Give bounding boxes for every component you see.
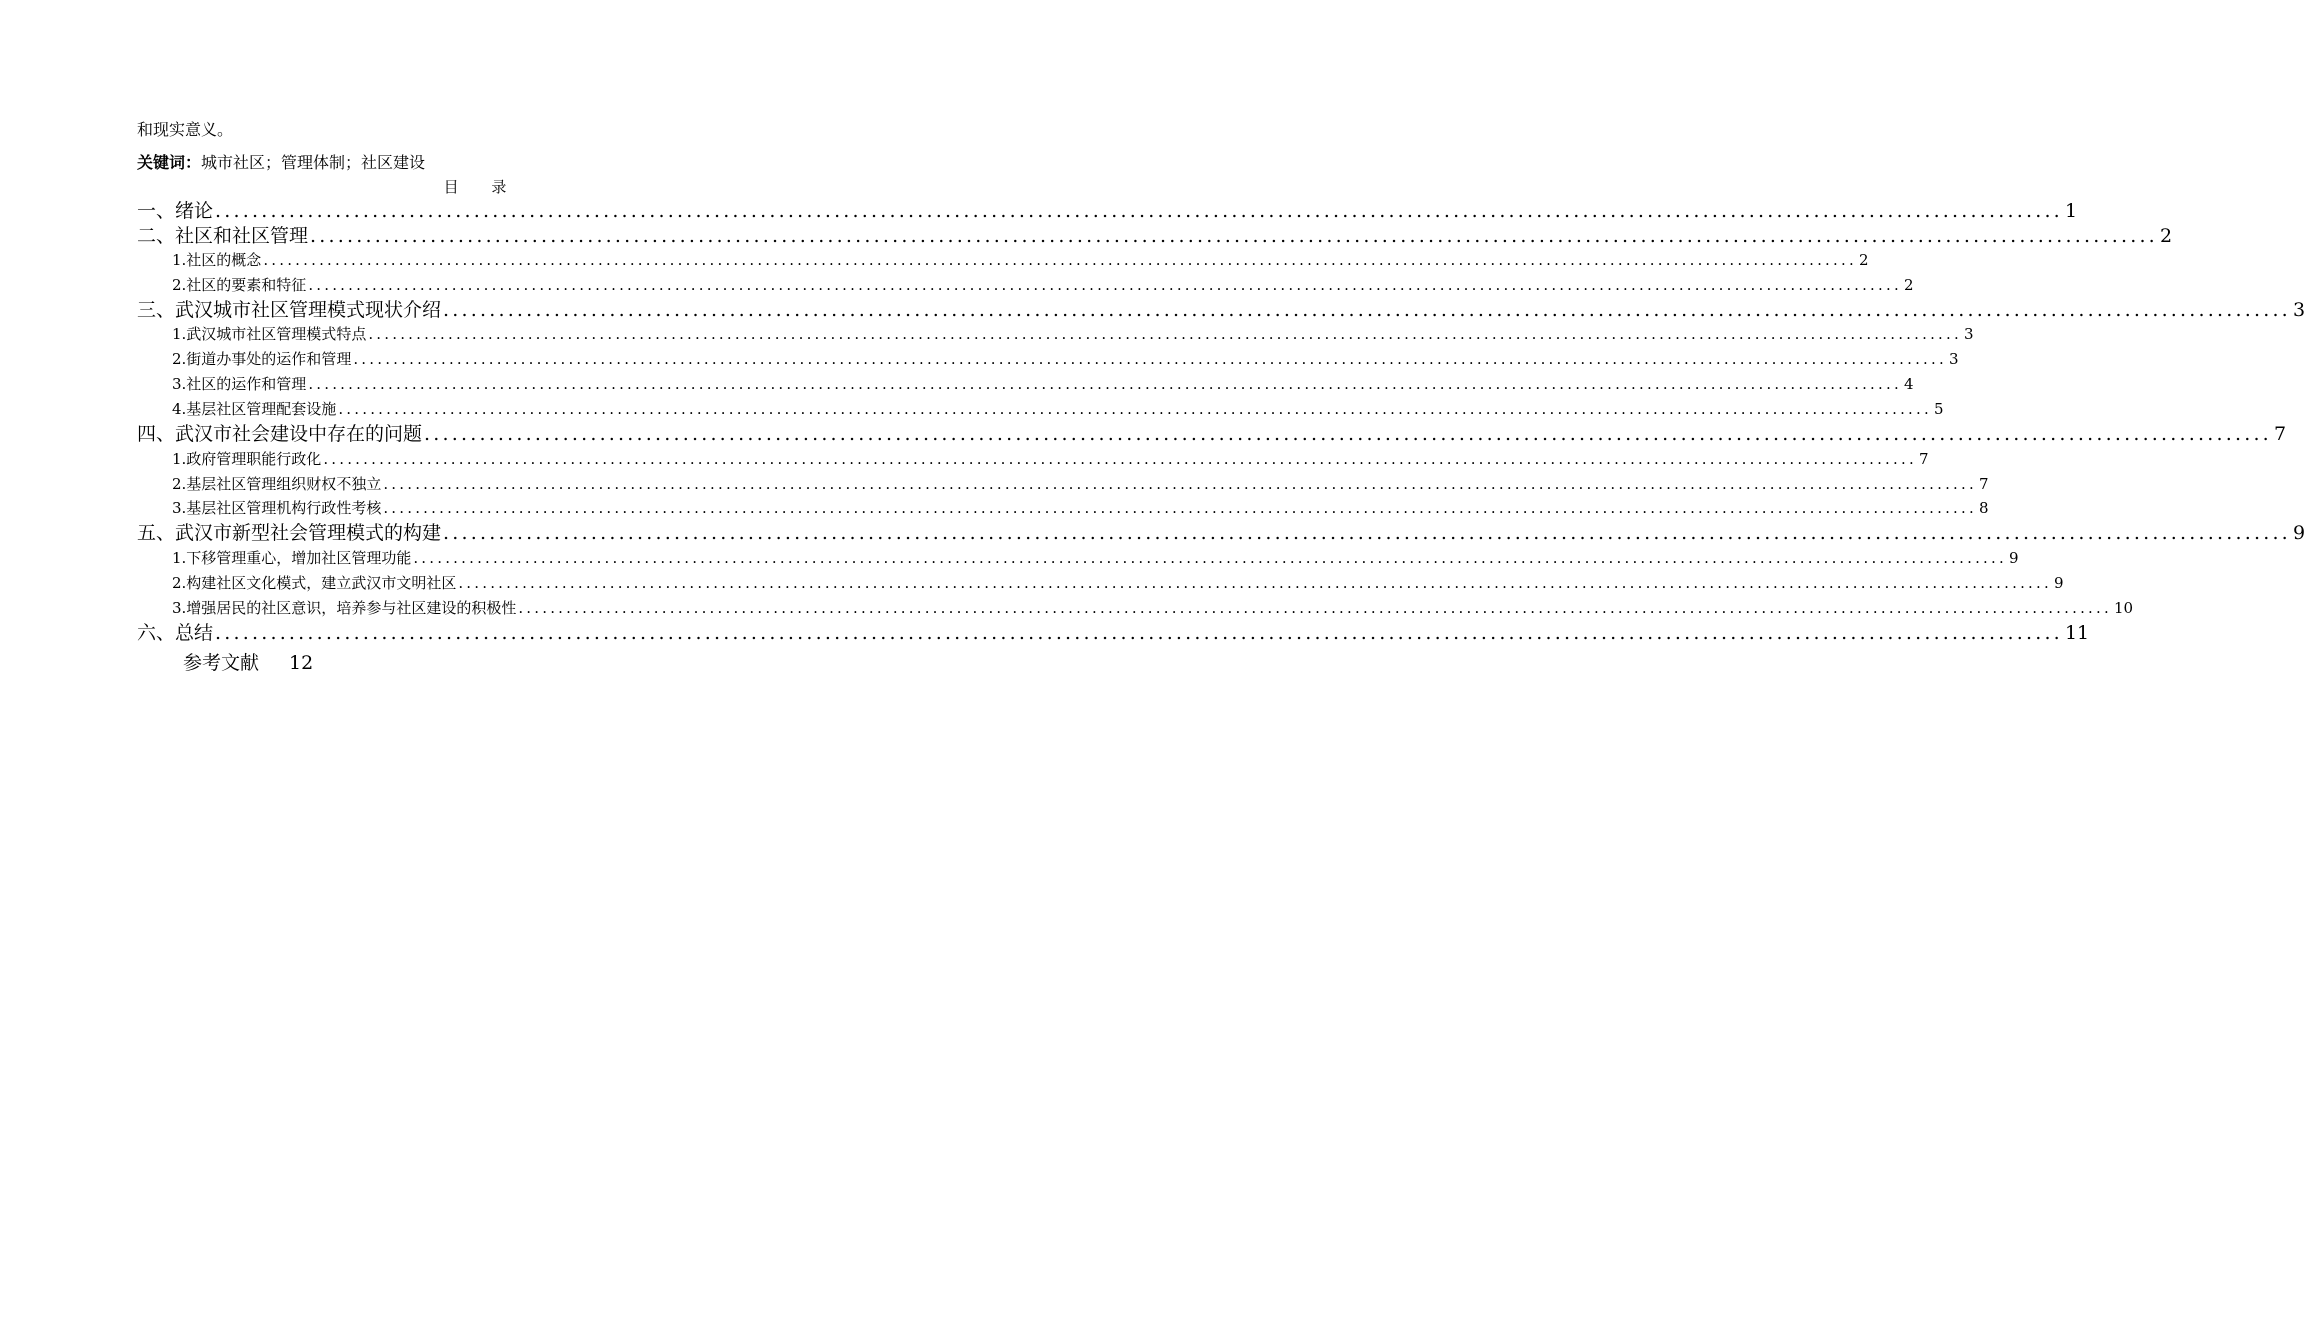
toc-leader-dots: ........................................................................................................................................................................................................: [443, 522, 2291, 544]
toc-entry-title: 三、武汉城市社区管理模式现状介绍: [137, 299, 442, 321]
toc-entry-page: 1: [2064, 200, 2078, 222]
toc-entry-page: 9: [2008, 549, 2019, 567]
toc-entry-page: 9: [2053, 574, 2064, 592]
toc-entry-page: 2: [1903, 276, 1914, 294]
toc-entry[interactable]: [137, 298, 2305, 322]
toc-entry-title: 1.下移管理重心，增加社区管理功能: [172, 549, 412, 567]
toc-entry-page: 3: [1948, 350, 1959, 368]
toc-entry-title: 1.武汉城市社区管理模式特点: [172, 325, 367, 343]
toc-entry-title: 五、武汉市新型社会管理模式的构建: [137, 522, 442, 544]
references-title: 参考文献: [183, 652, 260, 674]
toc-entry[interactable]: [137, 422, 2287, 446]
toc-leader-dots: ........................................................................................................................................................................................................: [443, 299, 2291, 321]
toc-entry-title: 四、武汉市社会建设中存在的问题: [137, 423, 423, 445]
toc-entry-title: 1.社区的概念: [172, 251, 262, 269]
toc-leader-dots: ........................................................................................................................................................................................................: [458, 574, 2052, 592]
toc-entry-title: 2.街道办事处的运作和管理: [172, 350, 352, 368]
keywords-value: 城市社区；管理体制；社区建设: [201, 153, 426, 172]
toc-leader-dots: ........................................................................................................................................................................................................: [215, 622, 2063, 644]
toc-subentry[interactable]: [172, 323, 1974, 345]
toc-leader-dots: ........................................................................................................................................................................................................: [368, 325, 1962, 343]
toc-leader-dots: ........................................................................................................................................................................................................: [383, 475, 1977, 493]
toc-entry[interactable]: [137, 199, 2078, 223]
toc-entry-page: 5: [1933, 400, 1944, 418]
toc-entry-title: 2.构建社区文化模式，建立武汉市文明社区: [172, 574, 457, 592]
toc-subentry[interactable]: [172, 348, 1959, 370]
toc-leader-dots: ........................................................................................................................................................................................................: [308, 276, 1902, 294]
toc-subentry[interactable]: [172, 274, 1914, 296]
toc-entry[interactable]: [137, 224, 2173, 248]
toc-entry-page: 7: [1918, 450, 1929, 468]
toc-entry-title: 二、社区和社区管理: [137, 225, 309, 247]
toc-subentry[interactable]: [172, 497, 1989, 519]
references-page: 12: [289, 652, 314, 674]
toc-entry-title: 2.社区的要素和特征: [172, 276, 307, 294]
toc-leader-dots: ........................................................................................................................................................................................................: [353, 350, 1947, 368]
toc-entry-title: 3.基层社区管理机构行政性考核: [172, 499, 382, 517]
toc-entry[interactable]: [137, 521, 2305, 545]
toc-entry-title: 4.基层社区管理配套设施: [172, 400, 337, 418]
toc-entry-title: 3.增强居民的社区意识，培养参与社区建设的积极性: [172, 599, 517, 617]
toc-entry-page: 10: [2113, 599, 2134, 617]
toc-entry-title: 3.社区的运作和管理: [172, 375, 307, 393]
toc-title: 目 录: [443, 178, 521, 196]
toc-entry-title: 2.基层社区管理组织财权不独立: [172, 475, 382, 493]
toc-subentry[interactable]: [172, 398, 1944, 420]
toc-leader-dots: ........................................................................................................................................................................................................: [323, 450, 1917, 468]
toc-leader-dots: ........................................................................................................................................................................................................: [308, 375, 1902, 393]
toc-entry-page: 8: [1978, 499, 1989, 517]
toc-subentry[interactable]: [172, 597, 2134, 619]
toc-subentry[interactable]: [172, 547, 2019, 569]
intro-text: 和现实意义。: [137, 120, 234, 139]
toc-subentry[interactable]: [172, 473, 1989, 495]
toc-entry-page: 11: [2064, 622, 2090, 644]
keywords-line: [137, 150, 425, 173]
toc-subentry[interactable]: [172, 448, 1929, 470]
toc-leader-dots: ........................................................................................................................................................................................................: [310, 225, 2158, 247]
toc-subentry[interactable]: [172, 572, 2064, 594]
toc-entry-title: 一、绪论: [137, 200, 214, 222]
toc-leader-dots: ........................................................................................................................................................................................................: [338, 400, 1932, 418]
toc-entry-title: 六、总结: [137, 622, 214, 644]
toc-leader-dots: ........................................................................................................................................................................................................: [518, 599, 2112, 617]
toc-entry[interactable]: [137, 621, 2090, 645]
toc-subentry[interactable]: [172, 249, 1869, 271]
toc-leader-dots: ........................................................................................................................................................................................................: [413, 549, 2007, 567]
toc-entry-page: 3: [1963, 325, 1974, 343]
toc-leader-dots: ........................................................................................................................................................................................................: [215, 200, 2063, 222]
toc-entry-page: 4: [1903, 375, 1914, 393]
toc-entry-page: 7: [2273, 423, 2287, 445]
keywords-label: 关键词：: [137, 153, 202, 172]
toc-entry-page: 7: [1978, 475, 1989, 493]
toc-subentry[interactable]: [172, 373, 1914, 395]
toc-entry-page: 9: [2292, 522, 2305, 544]
toc-leader-dots: ........................................................................................................................................................................................................: [424, 423, 2272, 445]
toc-entry-page: 2: [1858, 251, 1869, 269]
toc-leader-dots: ........................................................................................................................................................................................................: [383, 499, 1977, 517]
toc-entry-page: 3: [2292, 299, 2305, 321]
toc-references-entry[interactable]: [183, 648, 313, 675]
toc-entry-title: 1.政府管理职能行政化: [172, 450, 322, 468]
toc-leader-dots: ........................................................................................................................................................................................................: [263, 251, 1857, 269]
toc-entry-page: 2: [2159, 225, 2173, 247]
